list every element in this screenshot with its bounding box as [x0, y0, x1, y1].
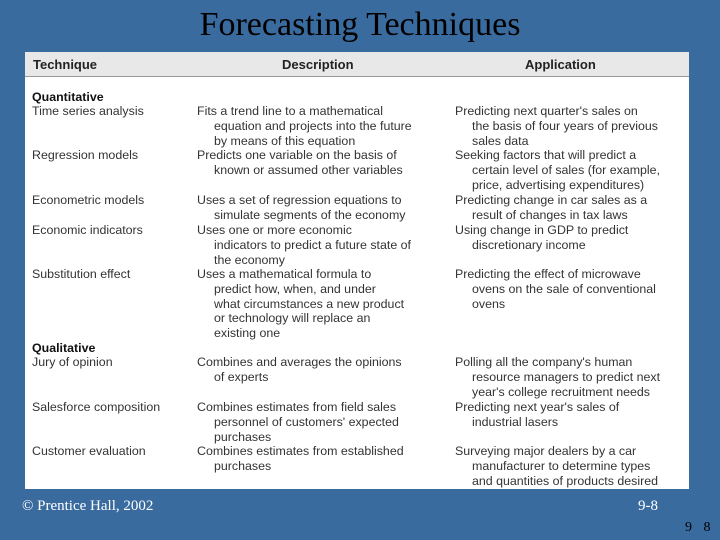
slide-number: 9-8 — [638, 498, 658, 514]
column-header-application: Application — [525, 57, 596, 72]
row-7-technique: Customer evaluation — [32, 444, 146, 458]
description-line: Combines estimates from established — [197, 444, 404, 458]
application-line: Polling all the company's human — [455, 355, 633, 369]
description-line: purchases — [214, 429, 272, 444]
description-line: Fits a trend line to a mathematical — [197, 104, 383, 118]
description-line: Uses a mathematical formula to — [197, 267, 372, 281]
application-line: ovens — [472, 296, 506, 311]
row-6-application — [455, 400, 619, 430]
row-2-description — [197, 193, 405, 223]
row-2-technique: Econometric models — [32, 193, 145, 207]
description-line: Uses one or more economic — [197, 223, 352, 237]
row-5-description — [197, 355, 402, 385]
application-line: discretionary income — [472, 237, 586, 252]
application-line: the basis of four years of previous — [472, 118, 658, 133]
description-line: of experts — [214, 369, 269, 384]
row-4-application — [455, 267, 656, 311]
row-1-application — [455, 148, 660, 192]
description-line: equation and projects into the future — [214, 118, 412, 133]
description-line: Combines and averages the opinions — [197, 355, 402, 369]
description-line: simulate segments of the economy — [214, 207, 406, 222]
copyright-note: © Prentice Hall, 2002 — [22, 498, 154, 514]
row-0-description — [197, 104, 412, 148]
description-line: the economy — [214, 252, 285, 267]
description-line: indicators to predict a future state of — [214, 237, 411, 252]
application-line: Predicting next year's sales of — [455, 400, 620, 414]
row-1-description — [197, 148, 403, 178]
row-7-description — [197, 444, 404, 474]
description-line: existing one — [214, 326, 281, 341]
application-line: result of changes in tax laws — [472, 207, 628, 222]
row-3-application — [455, 223, 628, 253]
application-line: year's college recruitment needs — [472, 384, 650, 399]
description-line: predict how, when, and under — [214, 281, 376, 296]
row-6-description — [197, 400, 399, 444]
description-line: personnel of customers' expected — [214, 414, 399, 429]
description-line: Predicts one variable on the basis of — [197, 148, 397, 162]
column-header-description: Description — [282, 57, 354, 72]
section-qualitative: Qualitative — [32, 341, 96, 355]
table-header — [25, 52, 689, 77]
description-line: or technology will replace an — [214, 311, 371, 326]
row-6-technique: Salesforce composition — [32, 400, 161, 414]
row-0-technique: Time series analysis — [32, 104, 144, 118]
description-line: by means of this equation — [214, 133, 356, 148]
row-7-application — [455, 444, 658, 488]
column-header-technique: Technique — [33, 57, 98, 72]
application-line: and quantities of products desired — [472, 473, 658, 488]
row-4-description — [197, 267, 404, 341]
row-0-application — [455, 104, 658, 148]
application-line: price, advertising expenditures) — [472, 177, 645, 192]
row-5-application — [455, 355, 660, 399]
application-line: manufacturer to determine types — [472, 458, 651, 473]
description-line: Combines estimates from field sales — [197, 400, 397, 414]
application-line: Predicting the effect of microwave — [455, 267, 641, 281]
description-line: Uses a set of regression equations to — [197, 193, 402, 207]
application-line: sales data — [472, 133, 529, 148]
application-line: Predicting next quarter's sales on — [455, 104, 638, 118]
description-line: what circumstances a new product — [214, 296, 405, 311]
application-line: Seeking factors that will predict a — [455, 148, 637, 162]
forecast-table — [25, 52, 689, 489]
section-quantitative: Quantitative — [32, 90, 104, 104]
application-line: ovens on the sale of conventional — [472, 281, 656, 296]
row-2-application — [455, 193, 647, 223]
application-line: certain level of sales (for example, — [472, 162, 661, 177]
application-line: Predicting change in car sales as a — [455, 193, 648, 207]
application-line: Using change in GDP to predict — [455, 223, 629, 237]
row-1-technique: Regression models — [32, 148, 139, 162]
corner-page-mark: 9 8 — [685, 520, 715, 535]
description-line: purchases — [214, 458, 272, 473]
row-3-description — [197, 223, 411, 267]
application-line: resource managers to predict next — [472, 369, 661, 384]
description-line: known or assumed other variables — [214, 162, 403, 177]
row-3-technique: Economic indicators — [32, 223, 143, 237]
application-line: industrial lasers — [472, 414, 559, 429]
slide-title: Forecasting Techniques — [199, 6, 521, 43]
application-line: Surveying major dealers by a car — [455, 444, 637, 458]
row-5-technique: Jury of opinion — [32, 355, 113, 369]
row-4-technique: Substitution effect — [32, 267, 131, 281]
